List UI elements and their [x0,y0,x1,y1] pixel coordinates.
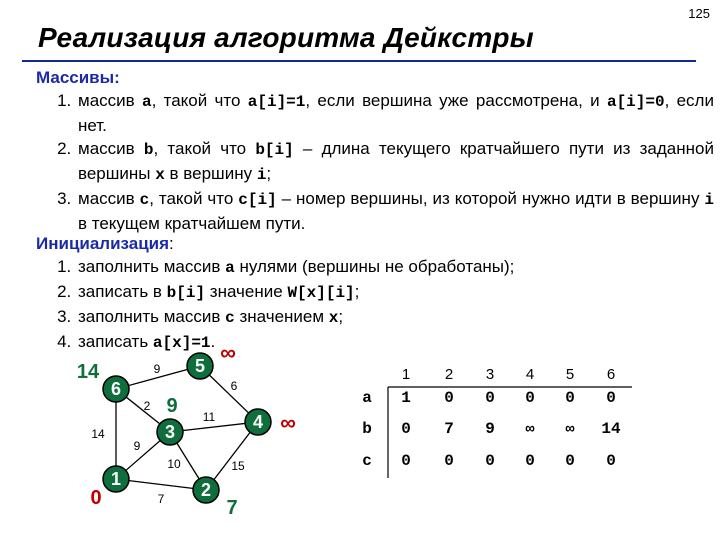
arrays-heading: Массивы: [36,68,120,87]
node-label-3: 3 [164,422,176,442]
node-distance-6: 14 [76,361,100,383]
table-col-header: 4 [525,366,535,383]
table-col-header: 6 [606,366,616,383]
table-cell: ∞ [565,421,575,438]
table-cell: ∞ [525,421,535,438]
table-col-header: 3 [485,366,495,383]
table-cell: 0 [525,389,535,407]
table-cell: 0 [401,420,411,438]
init-heading-row: Инициализация: [36,234,174,253]
node-label-1: 1 [110,469,122,489]
node-label-6: 6 [110,379,122,399]
init-item-1: 1. заполнить массив a нулями (вершины не обработаны); [76,255,514,280]
table-col-header: 1 [401,366,411,383]
table-cell: 0 [401,452,411,470]
init-item-3: 3. заполнить массив c значением x; [76,305,514,330]
node-distance-4: ∞ [280,410,296,435]
edge-weight-label: 6 [230,379,238,393]
table-cell: 0 [444,389,454,407]
init-item-2: 2. записать в b[i] значение W[x][i]; [76,280,514,305]
node-label-2: 2 [200,480,212,500]
table-cell: 0 [565,452,575,470]
init-heading: Инициализация [36,234,170,253]
table-row-label: a [362,389,372,407]
edge-weight-label: 2 [143,399,151,413]
node-distance-2: 7 [226,497,238,519]
table-cell: 9 [485,420,495,438]
edge-weight-label: 14 [91,427,105,441]
table-cell: 0 [485,389,495,407]
table-cell: 7 [444,420,454,438]
node-distance-3: 9 [166,395,178,417]
table-row-label: c [362,452,372,470]
page-number: 125 [688,6,710,21]
table-cell: 0 [606,389,616,407]
edge-weight-label: 7 [157,492,165,506]
arrays-item-2: 2. массив b, такой что b[i] – длина текущего кратчайшего пути из заданной вершины x в вершину i; [76,137,714,187]
arrays-item-1: 1. массив a, такой что a[i]=1, если вершина уже рассмотрена, и a[i]=0, если нет. [76,89,714,137]
table-cell: 0 [444,452,454,470]
table-cell: 14 [601,420,621,438]
node-label-5: 5 [194,356,206,376]
table-col-header: 2 [444,366,454,383]
table-col-header: 5 [565,366,575,383]
edge-weight-label: 10 [167,457,181,471]
arrays-item-3: 3. массив c, такой что c[i] – номер вершины, из которой нужно идти в вершину i в текущем кратчайшем пути. [76,187,714,235]
table-cell: 0 [525,452,535,470]
init-item-4: 4. записать a[x]=1. [76,330,514,355]
graph-nodes [103,353,271,503]
edge-weight-label: 9 [153,362,161,376]
table-row-label: b [362,420,372,438]
node-distance-1: 0 [90,487,102,509]
node-distance-5: ∞ [220,340,236,365]
table-cell: 0 [606,452,616,470]
edge-weight-label: 9 [133,439,141,453]
table-cell: 0 [485,452,495,470]
edge-weight-label: 15 [231,459,245,473]
node-label-4: 4 [252,412,264,432]
state-table [362,366,632,478]
edge-weight-label: 11 [202,410,216,424]
slide-title: Реализация алгоритма Дейкстры [38,22,534,53]
table-cell: 0 [565,389,575,407]
table-cell: 1 [401,389,411,407]
